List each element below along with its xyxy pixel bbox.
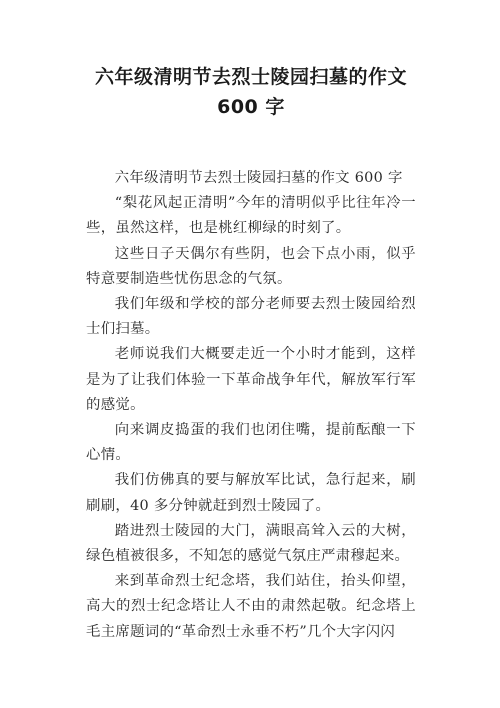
paragraph: 来到革命烈士纪念塔，我们站住，抬头仰望，高大的烈士纪念塔让人不由的肃然起敬。纪念塔上毛主席题词的“革命烈士永垂不朽”几个大字闪闪 (86, 573, 416, 640)
paragraph: 这些日子天偶尔有些阴，也会下点小雨，似乎特意要制造些忧伤思念的气氛。 (86, 245, 416, 287)
document-body (86, 166, 416, 645)
paragraph: “梨花风起正清明”今年的清明似乎比往年冷一些，虽然这样，也是桃红柳绿的时刻了。 (86, 195, 416, 237)
title-line-1: 六年级清明节去烈士陵园扫墓的作文 (94, 66, 407, 88)
paragraph: 六年级清明节去烈士陵园扫墓的作文 600 字 (114, 170, 403, 186)
paragraph: 我们年级和学校的部分老师要去烈士陵园给烈士们扫墓。 (86, 296, 416, 338)
paragraph: 向来调皮捣蛋的我们也闭住嘴，提前酝酿一下心情。 (86, 422, 416, 464)
paragraph: 踏进烈士陵园的大门，满眼高耸入云的大树，绿色植被很多，不知怎的感觉气氛庄严肃穆起来。 (86, 522, 416, 565)
paragraph: 老师说我们大概要走近一个小时才能到，这样是为了让我们体验一下革命战争年代，解放军行军的感觉。 (86, 346, 416, 413)
paragraph: 我们仿佛真的要与解放军比试，急行起来，刷刷刷，40 多分钟就赶到烈士陵园了。 (86, 472, 416, 514)
document-title (86, 62, 416, 122)
title-line-2: 600 字 (217, 96, 285, 118)
